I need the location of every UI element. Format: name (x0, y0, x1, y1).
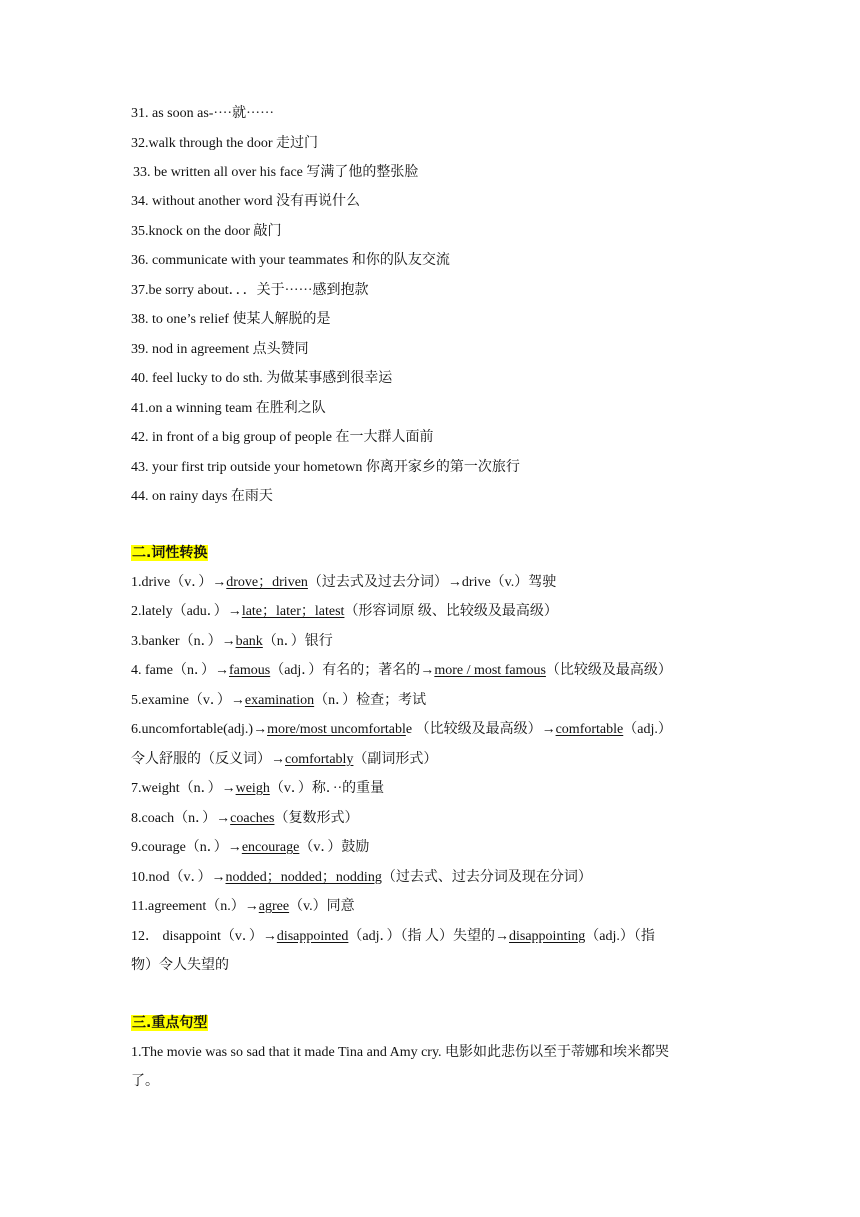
item-text: （v．）鼓励 (299, 840, 370, 855)
phrase-item: 34. without another word 没有再说什么 (131, 194, 361, 209)
word-form-item (131, 661, 672, 681)
item-text: 3.banker（n．）→ (131, 634, 236, 649)
item-text: （adj．）（指 人）失望的→ (348, 929, 509, 944)
item-text: 6.uncomfortable(adj.)→ (131, 722, 268, 737)
answer-underlined: more/most uncomfortabl (267, 722, 406, 737)
word-form-item (131, 691, 426, 711)
item-text: （比较级及最高级） (545, 663, 672, 678)
word-form-item-continued (131, 956, 229, 976)
item-text: 1.drive（v．）→ (131, 575, 227, 590)
sentence-item-continued: 了。 (131, 1074, 159, 1089)
word-form-item (131, 868, 592, 888)
word-form-item (131, 838, 369, 858)
item-text: 4. fame（n．）→ (131, 663, 229, 678)
item-text: 8.coach（n．）→ (131, 811, 231, 826)
heading-highlight: 三.重点句型 (132, 1015, 208, 1031)
item-text: 7.weight（n．）→ (131, 781, 236, 796)
item-text: e （比较级及最高级）→ (405, 722, 556, 737)
item-text: 12． disappoint（v．）→ (131, 929, 277, 944)
sentence-item: 1.The movie was so sad that it made Tina and Amy cry. 电影如此悲伤以至于蒂娜和埃米都哭 (131, 1045, 670, 1060)
answer-underlined: late；later；latest (241, 604, 345, 619)
phrase-item: 36. communicate with your teammates 和你的队友交流 (131, 253, 450, 268)
word-form-item (131, 927, 655, 947)
item-text: （复数形式） (274, 811, 359, 826)
word-form-item (131, 720, 672, 740)
item-text: 物）令人失望的 (131, 958, 229, 973)
item-text: （过去式及过去分词）→drive（v.）驾驶 (307, 575, 557, 590)
answer-underlined: bank (235, 634, 263, 649)
phrase-item: 31. as soon as-····就······ (131, 106, 275, 121)
word-form-item (131, 897, 355, 917)
phrase-item: 44. on rainy days 在雨天 (131, 489, 273, 504)
word-form-item (131, 809, 358, 829)
item-text: （adj.） (623, 722, 672, 737)
answer-underlined: coaches (230, 811, 275, 826)
section-heading-key-sentences (131, 1013, 208, 1034)
word-form-item (131, 779, 384, 799)
item-text: 10.nod（v．）→ (131, 870, 226, 885)
answer-underlined: comfortable (555, 722, 624, 737)
answer-underlined: agree (258, 899, 290, 914)
word-form-item-continued (131, 750, 437, 770)
item-text: 9.courage（n．）→ (131, 840, 242, 855)
phrase-item: 32.walk through the door 走过门 (131, 136, 319, 151)
answer-underlined: more / most famous (434, 663, 546, 678)
heading-highlight: 二.词性转换 (132, 545, 208, 561)
answer-underlined: disappointing (509, 929, 586, 944)
answer-underlined: weigh (235, 781, 270, 796)
answer-underlined: nodded；nodded；nodding (225, 870, 382, 885)
item-text: 2.lately（adu．）→ (131, 604, 242, 619)
item-text: （n．）检查；考试 (314, 693, 427, 708)
item-text: （adj.）（指 (585, 929, 655, 944)
answer-underlined: famous (228, 663, 271, 678)
phrase-item: 35.knock on the door 敲门 (131, 224, 282, 239)
item-text: （形容词原 级、比较级及最高级） (344, 604, 558, 619)
answer-underlined: examination (244, 693, 315, 708)
answer-underlined: comfortably (285, 752, 354, 767)
phrase-item: 43. your first trip outside your hometown 你离开家乡的第一次旅行 (131, 460, 520, 475)
section-heading-word-forms (131, 543, 208, 564)
item-text: （v.）同意 (289, 899, 355, 914)
item-text: （adj．）有名的；著名的→ (270, 663, 435, 678)
phrase-item: 39. nod in agreement 点头赞同 (131, 342, 309, 357)
phrase-item: 38. to one’s relief 使某人解脱的是 (131, 312, 331, 327)
word-form-item (131, 632, 333, 652)
item-text: （n．）银行 (262, 634, 333, 649)
item-text: （v．）称．··的重量 (269, 781, 385, 796)
word-form-item (131, 602, 558, 622)
phrase-item: 41.on a winning team 在胜利之队 (131, 401, 326, 416)
phrase-item: 33. be written all over his face 写满了他的整张脸 (133, 165, 419, 180)
item-text: （副词形式） (353, 752, 438, 767)
item-text: 令人舒服的（反义词）→ (131, 752, 285, 767)
item-text: 11.agreement（n.）→ (131, 899, 259, 914)
item-text: 5.examine（v．）→ (131, 693, 245, 708)
word-form-item (131, 573, 556, 593)
phrase-item: 37.be sorry about．．．关于······感到抱款 (131, 283, 369, 298)
answer-underlined: disappointed (276, 929, 349, 944)
answer-underlined: drove；driven (226, 575, 308, 590)
phrase-item: 42. in front of a big group of people 在一大群人面前 (131, 430, 434, 445)
phrase-item: 40. feel lucky to do sth. 为做某事感到很幸运 (131, 371, 393, 386)
item-text: （过去式、过去分词及现在分词） (381, 870, 592, 885)
answer-underlined: encourage (241, 840, 300, 855)
